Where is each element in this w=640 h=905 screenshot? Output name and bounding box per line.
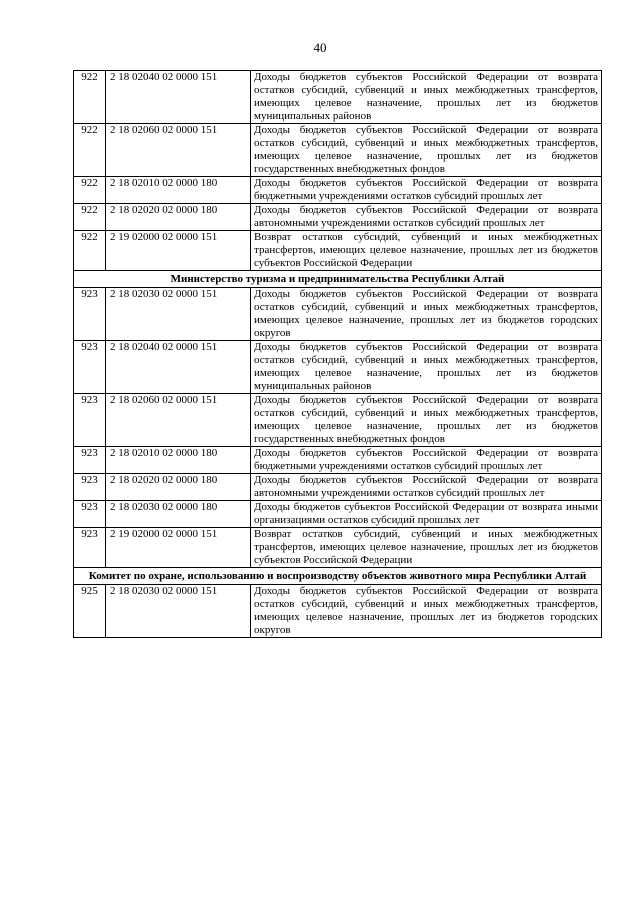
revenue-code-cell: 2 18 02060 02 0000 151: [106, 124, 251, 177]
revenue-code-cell: 2 18 02030 02 0000 151: [106, 585, 251, 638]
description-cell: Возврат остатков субсидий, субвенций и иных межбюджетных трансфертов, имеющих целевое назначение, прошлых лет из бюджетов субъектов Российской Федерации: [251, 528, 602, 568]
admin-code-cell: 923: [74, 394, 106, 447]
admin-code-cell: 923: [74, 447, 106, 474]
revenue-code-cell: 2 18 02030 02 0000 180: [106, 501, 251, 528]
revenue-code-cell: 2 18 02020 02 0000 180: [106, 204, 251, 231]
table-row: [74, 394, 602, 447]
revenue-code-cell: 2 18 02030 02 0000 151: [106, 288, 251, 341]
admin-code-cell: 923: [74, 341, 106, 394]
revenue-code-cell: 2 18 02010 02 0000 180: [106, 447, 251, 474]
admin-code-cell: 923: [74, 288, 106, 341]
table-row: [74, 447, 602, 474]
table-row: [74, 71, 602, 124]
admin-code-cell: 925: [74, 585, 106, 638]
admin-code-cell: 922: [74, 204, 106, 231]
revenue-code-cell: 2 19 02000 02 0000 151: [106, 231, 251, 271]
table-row: [74, 528, 602, 568]
revenue-code-cell: 2 18 02020 02 0000 180: [106, 474, 251, 501]
table-row: [74, 341, 602, 394]
description-cell: Доходы бюджетов субъектов Российской Федерации от возврата остатков субсидий, субвенций и иных межбюджетных трансфертов, имеющих целевое назначение, прошлых лет из бюджетов городских округов: [251, 585, 602, 638]
table-row: [74, 124, 602, 177]
admin-code-cell: 923: [74, 501, 106, 528]
table-row: [74, 288, 602, 341]
section-header-row: [74, 271, 602, 288]
admin-code-cell: 923: [74, 528, 106, 568]
revenue-codes-table: [73, 70, 602, 638]
table-row: [74, 177, 602, 204]
section-header-row: [74, 568, 602, 585]
revenue-code-cell: 2 18 02010 02 0000 180: [106, 177, 251, 204]
description-cell: Доходы бюджетов субъектов Российской Федерации от возврата иными организациями остатков субсидий прошлых лет: [251, 501, 602, 528]
table-row: [74, 204, 602, 231]
description-cell: Доходы бюджетов субъектов Российской Федерации от возврата остатков субсидий, субвенций и иных межбюджетных трансфертов, имеющих целевое назначение, прошлых лет из бюджетов муниципальных районов: [251, 71, 602, 124]
table-body: [74, 71, 602, 638]
description-cell: Доходы бюджетов субъектов Российской Федерации от возврата бюджетными учреждениями остатков субсидий прошлых лет: [251, 177, 602, 204]
table-row: [74, 474, 602, 501]
admin-code-cell: 922: [74, 177, 106, 204]
admin-code-cell: 922: [74, 124, 106, 177]
admin-code-cell: 923: [74, 474, 106, 501]
description-cell: Доходы бюджетов субъектов Российской Федерации от возврата остатков субсидий, субвенций и иных межбюджетных трансфертов, имеющих целевое назначение, прошлых лет из бюджетов государственных внебюджетных фондов: [251, 394, 602, 447]
page-number: 40: [313, 40, 327, 55]
description-cell: Возврат остатков субсидий, субвенций и иных межбюджетных трансфертов, имеющих целевое назначение, прошлых лет из бюджетов субъектов Российской Федерации: [251, 231, 602, 271]
revenue-code-cell: 2 18 02040 02 0000 151: [106, 71, 251, 124]
revenue-code-cell: 2 19 02000 02 0000 151: [106, 528, 251, 568]
table-row: [74, 585, 602, 638]
admin-code-cell: 922: [74, 71, 106, 124]
description-cell: Доходы бюджетов субъектов Российской Федерации от возврата автономными учреждениями остатков субсидий прошлых лет: [251, 474, 602, 501]
revenue-code-cell: 2 18 02040 02 0000 151: [106, 341, 251, 394]
description-cell: Доходы бюджетов субъектов Российской Федерации от возврата бюджетными учреждениями остатков субсидий прошлых лет: [251, 447, 602, 474]
admin-code-cell: 922: [74, 231, 106, 271]
description-cell: Доходы бюджетов субъектов Российской Федерации от возврата автономными учреждениями остатков субсидий прошлых лет: [251, 204, 602, 231]
revenue-code-cell: 2 18 02060 02 0000 151: [106, 394, 251, 447]
description-cell: Доходы бюджетов субъектов Российской Федерации от возврата остатков субсидий, субвенций и иных межбюджетных трансфертов, имеющих целевое назначение, прошлых лет из бюджетов городских округов: [251, 288, 602, 341]
description-cell: Доходы бюджетов субъектов Российской Федерации от возврата остатков субсидий, субвенций и иных межбюджетных трансфертов, имеющих целевое назначение, прошлых лет из бюджетов государственных внебюджетных фондов: [251, 124, 602, 177]
table-row: [74, 231, 602, 271]
section-title: Комитет по охране, использованию и воспроизводству объектов животного мира Республики Алтай: [74, 568, 602, 585]
section-title: Министерство туризма и предпринимательства Республики Алтай: [74, 271, 602, 288]
description-cell: Доходы бюджетов субъектов Российской Федерации от возврата остатков субсидий, субвенций и иных межбюджетных трансфертов, имеющих целевое назначение, прошлых лет из бюджетов муниципальных районов: [251, 341, 602, 394]
table-row: [74, 501, 602, 528]
